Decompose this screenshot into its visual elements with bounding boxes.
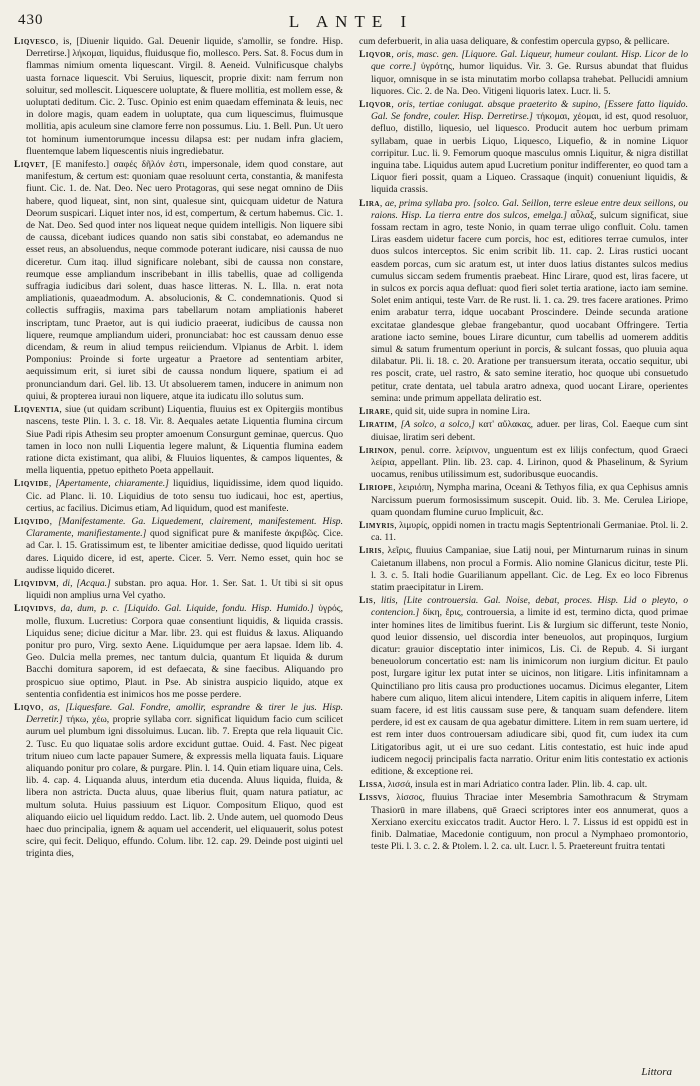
gloss: , oris, tertiae coniugat. absque praeterito & supino, [Essere fatto liquido. Gal. Se fondre, couler. Hisp. Derretirse.] bbox=[371, 99, 688, 123]
headword: Liqvor bbox=[359, 99, 392, 111]
headword: Lissvs bbox=[359, 792, 388, 804]
gloss: , ae, prima syllaba pro. [solco. Gal. Seillon, terre esleue entre deux seillons, ou raions. Hisp. La tierra entre dos sulcos, emelga.] bbox=[371, 197, 688, 221]
dictionary-entry bbox=[14, 159, 343, 403]
dictionary-entry bbox=[359, 99, 688, 197]
headword: Liqvidvs bbox=[14, 603, 54, 615]
entry-text: τήκω, χέω, proprie syllaba corr. significat liquidum facio cum scilicet aurum uel plumbum igni dissoluimus. Lucan. lib. 7. Erepta que rela liquauit Cic. 2. Tusc. Eu quo liquatae solis ardore excidunt guttae. Ouid. 4. Fast. Nec pigeat tritum niueo cum lacte papauer Sumere, & expressis mella liquata fauis. Liquare aliquando ponitur pro colare, & purgare. Plin. l. 14. Quin etiam liquare uina, Cels. lib. 4. cap. 4. Liquanda aluus, interdum etia ducenda. Aluus liquida, fluida, & libera non astricta. Ducta aluus, quae liberius fluit, quam natura patiatur, ac multum soluta. Huius passiuum est Liquor. Compositum Eliquo, quod est aliquando eiicio uel liquidum reddo. Lact. lib. 2. Unde autem, uel quomodo Deus haec duo principalia, ignem & aquam uel accenderit, uel eliquauerit, solus potest scire, qui fecit. Deliquo, effundo. Colum. libr. 12. cap. 29. Deinde post uiginti uel triginta dies, bbox=[26, 714, 343, 860]
entry-text: , λειριόπη, Nympha marina, Oceani & Tethyos filia, ex qua Cephisus amnis Narcissum puerum formosissimum suscepit. Ouid. lib. 3. Me. Cerulea Liriope, quam quondam flumine curuo Implicuit, &c. bbox=[371, 482, 688, 518]
page-number: 430 bbox=[18, 12, 44, 28]
headword: Lirare bbox=[359, 406, 391, 418]
gloss: , as, [Liquesfare. Gal. Fondre, amollir, esprandre & tirer le jus. Hisp. Derretir.] bbox=[26, 701, 343, 726]
headword: Lirinon bbox=[359, 444, 395, 456]
dictionary-entry bbox=[359, 419, 688, 443]
dictionary-entry bbox=[359, 482, 688, 519]
dictionary-entry bbox=[14, 404, 343, 477]
page-header bbox=[14, 10, 688, 36]
dictionary-entry bbox=[359, 792, 688, 853]
dictionary-entry bbox=[359, 198, 688, 405]
headword: Liriope bbox=[359, 482, 394, 494]
gloss: , oris, masc. gen. [Liquore. Gal. Liqueur, humeur coulant. Hisp. Licor de lo que corre.] bbox=[371, 49, 688, 73]
entry-text: quod significat pure & manifeste ἀκριβῶς. Cice. ad Car. l. 15. Gratissimum est, te libenter amicitiae dedisse, quod liquido ueritati dares. Liquido dicere, id est, aperte. Cicer. 5. Verr. Nemo esset, quin hoc se audisse liquido diceret. bbox=[26, 528, 343, 576]
entry-text: δίκη, ἔρις, controuersia, a limite id est, termino dicta, quod primae inter homines lites de limitibus fuerint. Lis & Iurgium sic differunt, teste Nonio, quod leuior dissensio, uel discordia inter beneuolos, aut propinquos, Iurgium dicatur: grauior disceptatio inter inimicos, Lis. Ci. de Repub. 4. Si iurgant beneuolorum concertatio est: nam lis inimicorum non iurgium dicitur. Et paulo post, Iurgare igitur lex putat inter se uicinos, non litigare. Litis infinitamnam a Quinctiliano pro litis causa pro productiones uocamus. Dicimus eleganter, Litem habere cum aliquo, litem alicui intendere, Litem capitis in aliquem inferre, Litem suam facere, id est litis caussam suse pere, & tanquam suam defendere. litem perdere, id est ex causam de qua agebatur dimittere. Litem in rem suam uertere, id est rem inter duos controuersam adiudicare sibi, quod fit, cum iudex ita cum Litigatoribus agit, ut ei ure suo cedant. Litis contestatio, est huic inde apud iudicem negocij principalis facta narratio. Oritur enim litis contestatio ex actionis editione, & exceptione rei. bbox=[371, 607, 688, 777]
dictionary-entry bbox=[359, 520, 688, 544]
dictionary-entry bbox=[359, 595, 688, 778]
dictionary-entry bbox=[359, 36, 688, 48]
gloss: , [Manifestamente. Ga. Liquedement, clairement, manifestement. Hisp. Claramente, manifiestamente.] bbox=[26, 515, 343, 540]
dictionary-entry bbox=[14, 36, 343, 158]
headword: Lis bbox=[359, 595, 374, 607]
gloss: , litis, [Lite controuersia. Gal. Noise, debat, proces. Hisp. Lid o pleyto, o contencion.] bbox=[371, 595, 688, 619]
entry-text: , λισσά, insula est in mari Adriatico contra Iader. Plin. lib. 4. cap. ult. bbox=[382, 779, 648, 791]
running-title: L ANTE I bbox=[288, 12, 414, 31]
headword: Liqvo bbox=[14, 701, 41, 713]
catchword: Littora bbox=[641, 1066, 672, 1078]
entry-text: ὑγρός, molle, fluxum. Lucretius: Corpora quae consentiunt liquidis, & liquida crassis. Liquidus sene; diciue dicitur a Mar. libr. 23. qui est fluidus & laxus. Aliquando ponitur pro puro, Virg. sexto Aene. Liquidumque per aera lapsae. Idem lib. 4. Geo. Dulcia mella premes, nec tantum dulcia, quantum Et liquida & durum Bacchi domitura saporem, id est defaecata, & sine faecibus. Aliquando pro prospicuo siue optimo, Plaut. in Pse. Ab sinistra auspicio liquido, atque ex sententia confidentia est inimicos hos me posse perdere. bbox=[26, 603, 343, 700]
dictionary-entry bbox=[359, 779, 688, 791]
dictionary-entry bbox=[14, 603, 343, 701]
headword: Liqvidvm bbox=[14, 577, 57, 589]
headword: Liqvesco bbox=[14, 36, 56, 47]
headword: Liqvor bbox=[359, 49, 392, 61]
headword: Liratim bbox=[359, 419, 395, 431]
entry-text: , quid sit, uide supra in nomine Lira. bbox=[390, 406, 530, 418]
dictionary-entry bbox=[359, 406, 688, 418]
entry-text: , penul. corre. λείρινον, unguentum est ex lilijs confectum, quod Graeci λείρια, appellant. Plin. lib. 23. cap. 4. Lirinon, quod & Phaselinum, & Syrium uocamus, renibus utilissimum est, sudoribusque euocandis. bbox=[371, 444, 688, 481]
entry-text: τήκομαι, χέομαι, id est, quod resoluor, defluo, distillo, liquesio, uel liquesco. Producit autem hoc uerbum primam syllabam, quae in uerbis Liquo, Liquesco, Liquefio, & in nomine Liquor corripitur. Luc. li. 9. Femorum quoque masculus omnis Liquitur, & nigra distillat inguina tabe. Liquidus autem apud Lucretium ponitur indifferenter, eo quod tam a Liquor fieri possit, quam a Liqueo. Crassaque (inquit) conueniunt liquidis, & liquida crassis. bbox=[371, 111, 688, 196]
gloss: , da, dum, p. c. [Liquido. Gal. Liquide, fondu. Hisp. Humido.] bbox=[53, 603, 314, 615]
entry-text: ὑγρότης, humor liquidus. Vir. 3. Ge. Rursus abundat that fluidus liquor, omnisque in se ista minutatim morbo collapsa trahebat. Pellucidi amnium liquores. Cic. 2. de Na. Deo. Vitigeni liquoris latex. Lucr. li. 5. bbox=[371, 61, 688, 97]
headword: Liqvido bbox=[14, 515, 50, 527]
gloss: , [A solco, a solco,] bbox=[394, 419, 475, 431]
entry-text: αὖλαξ, sulcum significat, siue fossam rectam in agro, teste Nonio, in quam terrae uligo confluit. Colu. tamen Liras easdem uidetur facere cum porcis, hoc est, editiores terrae cumulos, inter duos sulcos interceptos. Sic enim scribit lib. 11. cap. 2. Liras rustici uocant easdem porcas, cum sic aratum est, ut inter duos latius distantes sulcos medius cumulus siccam sedem frumentis praebeat. Hinc Lirare, quod est, liras facere, ut in sulcos ex porcis aqua defluat: quod fieri solet tertia aratione, iacto iam semine. Solet enim antiqui, teste Varr. de Re rust. li. 1. ca. 29. tres facere arationes. Primo enim arabatur terra, idque uocabant Proscindere. Deinde secunda aratione excitatae glandesque glebae frangebantur, quod uocabant Offringere. Tertia aratione iacto semine, boues Lirare dicuntur, cum tabellis ad uomerem additis simul & satum frumentum operiunt in porcis, & sulcant fossas, quo pluuia aqua dilabatur. Pli. li. 18. c. 20. Aratione per transuersum iterata, occatio sequitur, ubi res poscit, crate, uel rastro, & sato semine iteratio, hoc quoque ubi consuetudo petitur, crate dentata, uel tabula aratro adnexa, quod uocant Lirare, operientes semina: unde primum appellata deliratio est. bbox=[371, 209, 688, 404]
entry-text: , siue (ut quidam scribunt) Liquentia, fluuius est ex Opitergiis montibus nascens, teste Plin. l. 3. c. 18. Vir. 8. Aequales aetate Liquentia flumina circum Siue Padi ripis Athesim seu propter amoenum Consurgunt geminae, quercus. Quo tamen in loco non nulli Liquentia legere malunt, & Liquentia flumina eadem ratione dicta existimant, qua alibi, & Fluuios liquentes, & campos liquentes, & mella liquentia, ppetuo epitheto Poeta appellauit. bbox=[26, 404, 343, 477]
entry-text: liquidius, liquidissime, idem quod liquido. Cic. ad Planc. li. 10. Liquidius de toto sensu tuo iudicaui, hoc est, apertius, certius, ac facilius. Dicimus etiam, Ad liquidum, quod est manifeste. bbox=[26, 478, 343, 514]
entry-text: substan. pro aqua. Hor. 1. Ser. Sat. 1. Ut tibi si sit opus liquidi non amplius urna Vel cyatho. bbox=[26, 577, 343, 602]
headword: Liqventia bbox=[14, 404, 60, 416]
dictionary-entry bbox=[14, 578, 343, 602]
entry-text: , is, [Diuenir liquido. Gal. Deuenir liquide, s'amollir, se fondre. Hisp. Derretirse.] λήκομαι, liquidus, fluidusque fio, mollesco. Pers. Sat. 8. Focus dum in flammas nimium omenta liquescant. Virgil. 8. Aeneid. Vulnificusque chalybs uasta fornace liquescit. Vbi Seruius, liquescit, proprie dixit: nam ferrum non soluitur, sed mollescit. Liquescere uoluptate, & fluere mollitia, est mollem esse, & uoluptati deditum. Cic. 2. Tusc. Opinio est enim quaedam effeminata & leuis, nec in dolore magis, quam eadem in uoluptate, qua cum liquescimus, fluimusque mollitia, apis aculeum sine clamore ferre non possumus. Liu. 1. Bell. Pun. Ut uero tot hominum iumentorumque incessu dilapsa est: per nudam infra glaciem, fluentemque labem liquescentis niuis ingrediebatur. bbox=[26, 36, 343, 157]
headword: Lira bbox=[359, 197, 380, 209]
dictionary-entry bbox=[359, 445, 688, 482]
entry-text: , λιμυρίς, oppidi nomen in tractu magis Septentrionali Germaniae. Ptol. li. 2. ca. 11. bbox=[371, 519, 688, 544]
headword: Liris bbox=[359, 545, 382, 557]
headword: Liqvet bbox=[14, 159, 46, 171]
right-column bbox=[359, 36, 688, 862]
headword: Limyris bbox=[359, 519, 395, 531]
headword: Lissa bbox=[359, 779, 383, 791]
left-column bbox=[14, 36, 343, 862]
dictionary-entry bbox=[359, 49, 688, 98]
dictionary-entry bbox=[14, 516, 343, 577]
entry-text: , [E manifesto.] σαφές δῆλόν ἐστι, impersonale, idem quod constare, aut manifestum, & certum est: quoniam quae resoluunt certa, constantia, & manifesta fiunt. Cic. 1. de. Nat. Deo. Nec uero Protagoras, qui sese negat omnino de Diis habere, quod liqueat, sint, non sint, qualesue sint, quicquam uidetur de Natura Deorum suspicari. Liquet inter nos, id est, compertum, & certum habemus. Cic. 1. de Nat. Deo. Sed quod inter nos liqueat neque quidem intelligis. Non liquere sibi de caussa, dicebant iudices quando non satis sibi constabat, eo ademandus ne esset reus, an absoluendus, neque commode poterant iudicare, nisi caussa de nuo diceretur. Cum itaq. illud significare nolebant, sibi de caussa non constare, reumque esse ampliandum inscribebant in illis tabellis, quae ad colligenda suffragia iudicibus dari solent, duas hasce litteras. N. L. Illa. n. erat nota ampliationis, quaeadmodum. A. absolucionis, & C. condemnationis. Quod si collectis suffragiis, maxima pars tabellarum notam ampliationis haberet inscriptam, tunc Praetor, aut is qui iudicio praeerat, iudicibus de caussa non liquere, reumque ampliandum uideri, pronunciabat: hoc est caussam denuo esse dicendam, & reum in aliud tempus reiiciendum. Vlpianus de Arbit. l. idem Pomponius: Proinde si forte urgeatur a Praetore ad sententiam arbiter, aequissimum erit, si iuret sibi de caussa nondum liquere, spatium ei ad pronunciandum dari. Gel. lib. 13. Ut absoluerem tamen, inducere in animum non quiui, & propterea iuraui non liquere, atque ita iudicatu illo solutus sum. bbox=[26, 159, 343, 402]
gloss: , [Apertamente, chiaramente.] bbox=[48, 478, 169, 490]
entry-text: , λίσσος, fluuius Thraciae inter Mesembria Samothracum & Strymam Thasiorū in mare illabens, quē Graeci scriptores inter eos annumerat, quos a Xerxiano exercitu exiccatos tradit. Auctor Hero. l. 7. Lissus id est oppidū est in finib. Dalmatiae, Macedonie contiguum, non procul a Nymphaeo promontorio, teste Pli. l. 3. c. 2. & Ptolem. l. 2. ca. ult. Lucr. l. 5. Praetereunt fruitra tentati bbox=[371, 792, 688, 853]
entry-text: , λεῖρις, fluuius Campaniae, siue Latij noui, per Minturnarum ruinas in sinum Caietanum illabens, non procul a Formis. Alio nomine Glanicus dicitur, teste Pli. l. 3. c. 5. Itali hodie Guarilianum appellant. Cic. de Leg. Ex eo loco Fibrenus statim praecipitatur in Lirem. bbox=[371, 545, 688, 593]
gloss: , di, [Acqua.] bbox=[56, 577, 111, 589]
entry-text: cum deferbuerit, in alia uasa deliquare, & confestim opercula gypso, & pellicare. bbox=[359, 36, 670, 47]
entry-text: κατ' αὔλακας, aduer. per liras, Col. Eaeque cum sint diuisae, liratim seri debent. bbox=[371, 419, 688, 443]
dictionary-entry bbox=[14, 478, 343, 515]
dictionary-entry bbox=[359, 545, 688, 594]
text-columns bbox=[14, 36, 688, 862]
headword: Liqvide bbox=[14, 478, 49, 490]
dictionary-entry bbox=[14, 702, 343, 861]
